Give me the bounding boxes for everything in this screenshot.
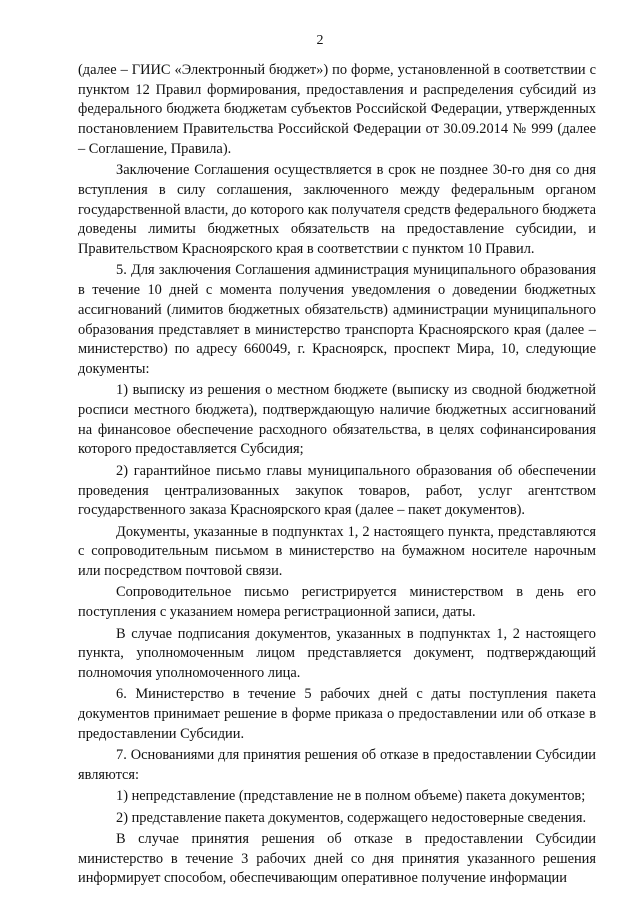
paragraph-2: Заключение Соглашения осуществляется в срок не позднее 30-го дня со дня вступления в силу соглашения, заключенного между федеральным органом государственной власти, до которого как получателя средств федерального бюджета доведены лимиты бюджетных обязательств на предоставление субсидии, и Правительством Красноярского края в соответствии с пунктом 10 Правил. [78, 162, 596, 258]
paragraph-11: 1) непредставление (представление не в полном объеме) пакета документов; [116, 788, 586, 805]
paragraph-7: Сопроводительное письмо регистрируется министерством в день его поступления с указанием номера регистрационной записи, даты. [78, 584, 596, 621]
paragraph-13: В случае принятия решения об отказе в предоставлении Субсидии министерство в течение 3 рабочих дней со дня принятия указанного решения информирует способом, обеспечивающим оперативное получение информации [78, 830, 596, 887]
paragraph-6: Документы, указанные в подпунктах 1, 2 настоящего пункта, представляются с сопроводительным письмом в министерство на бумажном носителе нарочным или посредством почтовой связи. [78, 523, 596, 580]
paragraph-1: (далее – ГИИС «Электронный бюджет») по форме, установленной в соответствии с пунктом 12 Правил формирования, предоставления и распределения субсидий из федерального бюджета бюджетам субъектов Российской Федерации, утвержденных постановлением Правительства Российской Федерации от 30.09.2014 № 999 (далее – Соглашение, Правила). [78, 62, 596, 157]
paragraph-10: 7. Основаниями для принятия решения об отказе в предоставлении Субсидии являются: [78, 747, 596, 783]
document-body [78, 61, 596, 891]
paragraph-12: 2) представление пакета документов, содержащего недостоверные сведения. [116, 809, 587, 826]
paragraph-3: 5. Для заключения Соглашения администрация муниципального образования в течение 10 дней с момента получения уведомления о доведении бюджетных ассигнований (лимитов бюджетных обязательств) администрации муниципального образования представляет в министерство транспорта Красноярского края (далее – министерство) по адресу 660049, г. Красноярск, проспект Мира, 10, следующие документы: [78, 262, 596, 377]
paragraph-9: 6. Министерство в течение 5 рабочих дней с даты поступления пакета документов принимает решение в форме приказа о предоставлении или об отказе в предоставлении Субсидии. [78, 686, 596, 742]
paragraph-8: В случае подписания документов, указанных в подпунктах 1, 2 настоящего пункта, уполномоченным лицом представляется документ, подтверждающий полномочия уполномоченного лица. [78, 625, 596, 681]
paragraph-4: 1) выписку из решения о местном бюджете (выписку из сводной бюджетной росписи местного бюджета), подтверждающую наличие бюджетных ассигнований на финансовое обеспечение расходного обязательства, в целях софинансирования которого предоставляется Субсидия; [78, 382, 596, 458]
page-number: 2 [316, 33, 324, 48]
paragraph-5: 2) гарантийное письмо главы муниципального образования об обеспечении проведения централизованных закупок товаров, работ, услуг агентством государственного заказа Красноярского края (далее – пакет документов). [78, 462, 596, 519]
